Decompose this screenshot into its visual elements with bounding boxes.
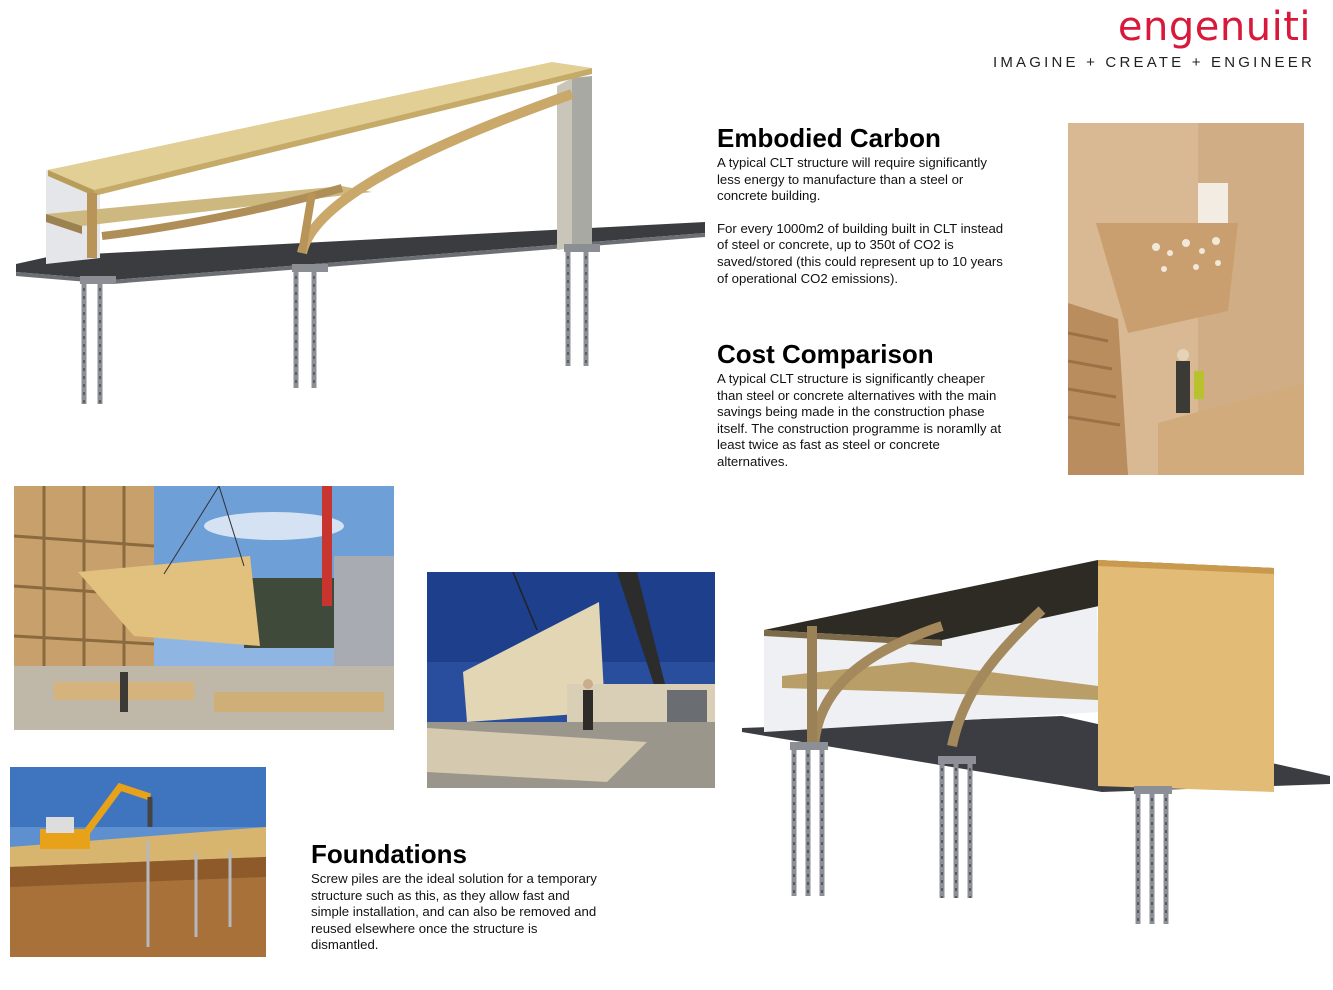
bottom-structure-render (742, 556, 1332, 928)
cost-comparison-heading: Cost Comparison (717, 339, 934, 369)
foundations-heading: Foundations (311, 839, 467, 869)
top-structure-render (12, 58, 712, 410)
screw-pile-illustration (10, 767, 266, 957)
embodied-carbon-paragraph-1: A typical CLT structure will require significantly less energy to manufacture than a steel or concrete building. (717, 155, 987, 204)
foundations-section (311, 839, 601, 954)
brand-tagline: IMAGINE + CREATE + ENGINEER (992, 54, 1315, 71)
cost-comparison-paragraph: A typical CLT structure is significantly cheaper than steel or concrete alternatives with the main savings being made in the construction phase itself. The construction programme is noramlly at least twice as fast as steel or concrete alternatives. (717, 371, 1002, 469)
embodied-carbon-paragraph-2: For every 1000m2 of building built in CLT instead of steel or concrete, up to 350t of CO2 is saved/stored (this could represent up to 10 years of operational CO2 emissions). (717, 220, 1004, 286)
brand-logo: engenuiti (1117, 4, 1311, 50)
foundations-paragraph: Screw piles are the ideal solution for a temporary structure such as this, as they allow fast and simple installation, and can also be removed and reused elsewhere once the structure is dismantled. (311, 871, 597, 953)
crane-lift-photo (14, 486, 394, 730)
wall-installation-photo (427, 572, 715, 788)
embodied-carbon-section (717, 123, 1007, 287)
cost-comparison-section (717, 339, 1007, 471)
interior-photo (1068, 123, 1304, 475)
embodied-carbon-heading: Embodied Carbon (717, 123, 941, 153)
